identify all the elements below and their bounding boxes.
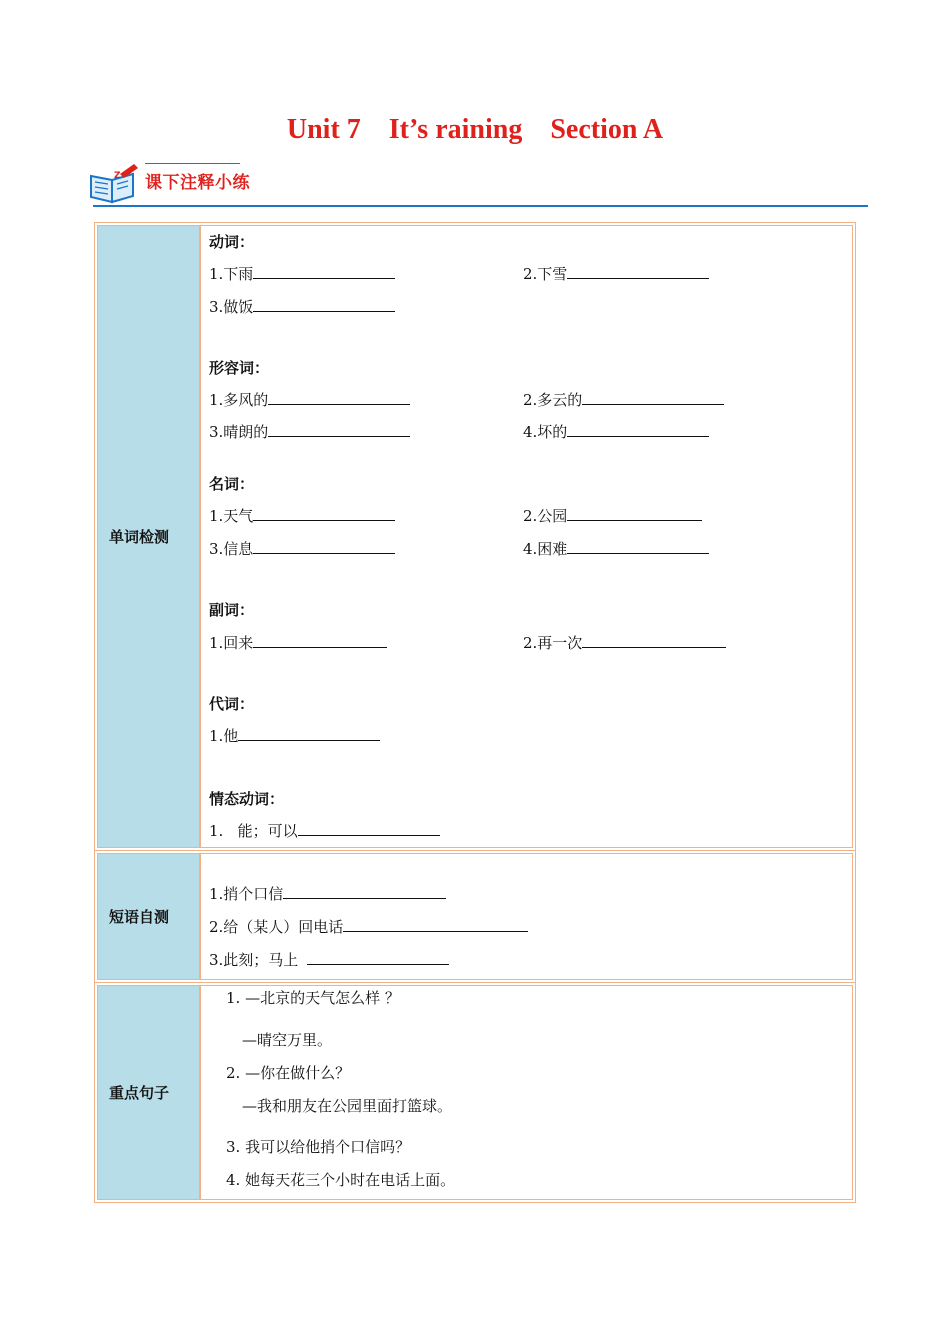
section-banner [88, 162, 288, 206]
vocab-item: 2.多云的 [523, 390, 724, 410]
vocab-item: 3.晴朗的 [209, 422, 410, 442]
answer-blank[interactable] [253, 506, 395, 521]
vocab-item: 4.困难 [523, 539, 709, 559]
answer-blank[interactable] [567, 264, 709, 279]
vocab-row [95, 223, 855, 850]
vocab-item: 1.多风的 [209, 390, 410, 410]
sentence-cell [200, 985, 853, 1200]
sentence-line: 2. —你在做什么？ [226, 1064, 351, 1082]
vocab-item: 4.坏的 [523, 422, 709, 442]
sentence-line: 1. —北京的天气怎么样 ？ [226, 989, 400, 1007]
answer-blank[interactable] [298, 821, 440, 836]
vocab-item: 3.信息 [209, 539, 395, 559]
banner-underline [145, 163, 240, 164]
sentence-line: 3. 我可以给他捎个口信吗？ [226, 1138, 411, 1156]
group-heading: 代词： [209, 695, 255, 713]
group-heading: 形容词： [209, 359, 270, 377]
answer-blank[interactable] [343, 917, 528, 932]
vocab-item: 2.公园 [523, 506, 702, 526]
answer-blank[interactable] [268, 390, 410, 405]
page-title: Unit 7 It’s raining Section A [286, 114, 664, 145]
phrase-item: 1.捎个口信 [209, 884, 446, 904]
row-label: 单词检测 [97, 225, 200, 848]
exercise-table [94, 222, 856, 1203]
answer-blank[interactable] [307, 950, 449, 965]
answer-blank[interactable] [253, 633, 387, 648]
answer-blank[interactable] [238, 726, 380, 741]
group-heading: 副词： [209, 601, 255, 619]
group-heading: 名词： [209, 475, 255, 493]
phrase-row [95, 850, 855, 982]
answer-blank[interactable] [582, 390, 724, 405]
vocab-item: 2.再一次 [523, 633, 726, 653]
phrase-item: 3.此刻；马上 [209, 950, 449, 970]
answer-blank[interactable] [253, 297, 395, 312]
open-book-icon [88, 162, 140, 206]
header-rule [93, 205, 868, 207]
vocab-item: 3.做饭 [209, 297, 395, 317]
answer-blank[interactable] [582, 633, 726, 648]
group-heading: 动词： [209, 233, 255, 251]
vocab-item: 1.天气 [209, 506, 395, 526]
vocab-cell [200, 225, 853, 848]
sentence-line: —我和朋友在公园里面打篮球。 [242, 1097, 453, 1115]
answer-blank[interactable] [567, 422, 709, 437]
svg-text:Z: Z [114, 171, 121, 181]
phrase-item: 2.给（某人）回电话 [209, 917, 528, 937]
vocab-item: 1.回来 [209, 633, 387, 653]
phrase-cell [200, 853, 853, 980]
answer-blank[interactable] [567, 506, 702, 521]
answer-blank[interactable] [283, 884, 446, 899]
sentence-line: —晴空万里。 [242, 1031, 333, 1049]
vocab-item: 1. 能；可以 [209, 821, 440, 841]
vocab-item: 1.下雨 [209, 264, 395, 284]
section-heading: 课下注释小练 [145, 173, 250, 193]
row-label: 重点句子 [97, 985, 200, 1200]
vocab-item: 2.下雪 [523, 264, 709, 284]
answer-blank[interactable] [567, 539, 709, 554]
sentence-line: 4. 她每天花三个小时在电话上面。 [226, 1171, 456, 1189]
answer-blank[interactable] [268, 422, 410, 437]
vocab-item: 1.他 [209, 726, 380, 746]
sentence-row [95, 982, 855, 1202]
group-heading: 情态动词： [209, 790, 285, 808]
answer-blank[interactable] [253, 264, 395, 279]
row-label: 短语自测 [97, 853, 200, 980]
answer-blank[interactable] [253, 539, 395, 554]
